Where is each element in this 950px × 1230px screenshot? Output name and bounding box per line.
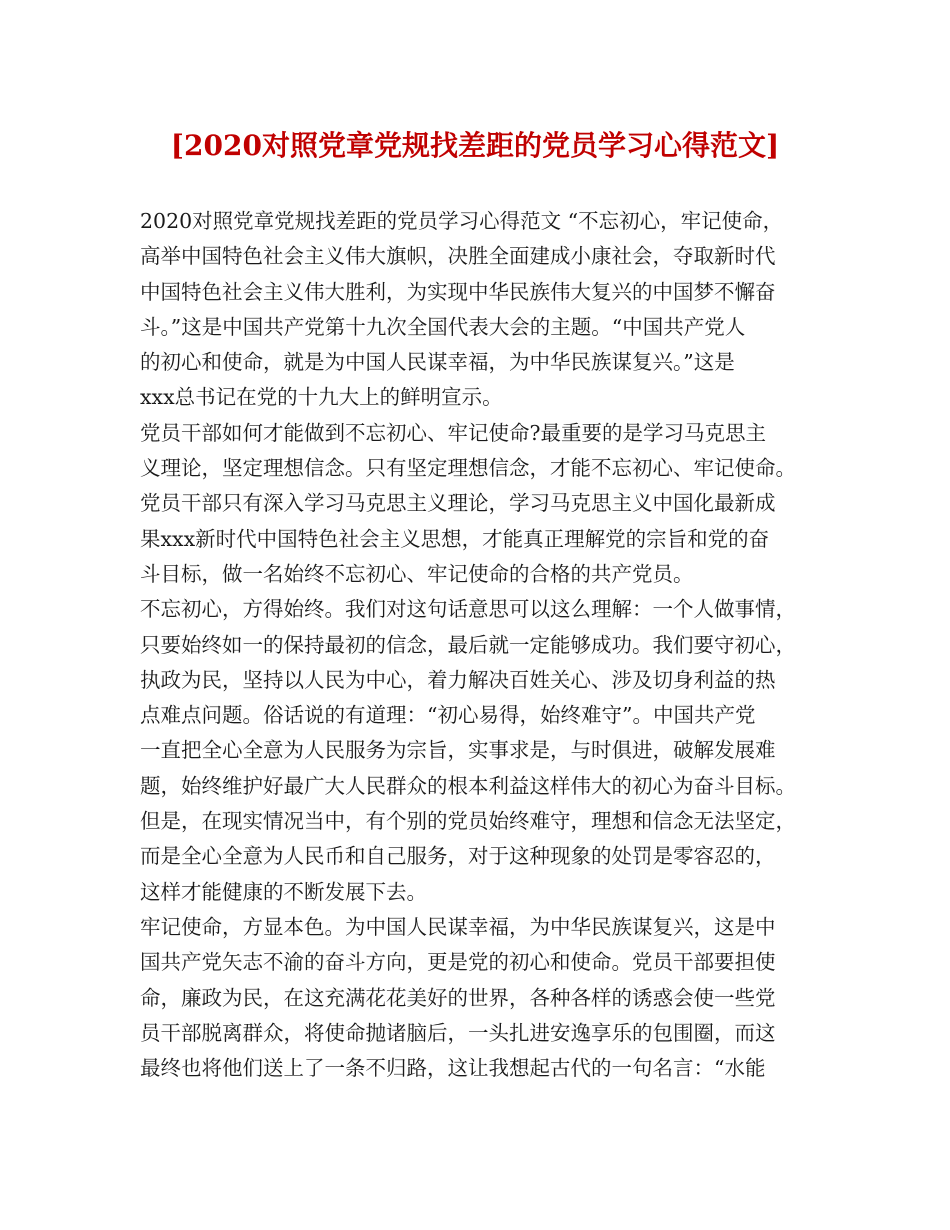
text-line: 题，始终维护好最广大人民群众的根本利益这样伟大的初心为奋斗目标。 xyxy=(140,773,796,798)
text-line: 命，廉政为民，在这充满花花美好的世界，各种各样的诱惑会使一些党 xyxy=(140,985,776,1010)
text-line: 不忘初心，方得始终。我们对这句话意思可以这么理解：一个人做事情， xyxy=(140,597,796,622)
text-line: 的初心和使命，就是为中国人民谋幸福，为中华民族谋复兴。”这是 xyxy=(140,350,735,375)
text-line: 员干部脱离群众，将使命抛诸脑后，一头扎进安逸享乐的包围圈，而这 xyxy=(140,1020,776,1045)
text-line: 这样才能健康的不断发展下去。 xyxy=(140,879,427,904)
text-line: 2020对照党章党规找差距的党员学习心得范文 “不忘初心，牢记使命， xyxy=(140,209,784,233)
text-line: 义理论，坚定理想信念。只有坚定理想信念，才能不忘初心、牢记使命。 xyxy=(140,456,796,481)
text-line: xxx总书记在党的十九大上的鲜明宣示。 xyxy=(140,385,503,410)
text-line: 国共产党矢志不渝的奋斗方向，更是党的初心和使命。党员干部要担使 xyxy=(140,950,776,975)
text-line: 党员干部如何才能做到不忘初心、牢记使命?最重要的是学习马克思主 xyxy=(140,420,766,445)
text-line: 中国特色社会主义伟大胜利，为实现中华民族伟大复兴的中国梦不懈奋 xyxy=(140,279,776,304)
text-line: 只要始终如一的保持最初的信念，最后就一定能够成功。我们要守初心， xyxy=(140,632,796,657)
text-line: 牢记使命，方显本色。为中国人民谋幸福，为中华民族谋复兴，这是中 xyxy=(140,914,776,939)
text-line: 斗目标，做一名始终不忘初心、牢记使命的合格的共产党员。 xyxy=(140,561,694,586)
text-line: 一直把全心全意为人民服务为宗旨，实事求是，与时俱进，破解发展难 xyxy=(140,738,776,763)
text-line: 斗。”这是中国共产党第十九次全国代表大会的主题。“中国共产党人 xyxy=(140,314,746,339)
text-line: 果xxx新时代中国特色社会主义思想，才能真正理解党的宗旨和党的奋 xyxy=(140,526,770,551)
text-line: 但是，在现实情况当中，有个别的党员始终难守，理想和信念无法坚定， xyxy=(140,809,796,834)
document-title: [2020对照党章党规找差距的党员学习心得范文] xyxy=(170,129,780,162)
text-line: 最终也将他们送上了一条不归路，这让我想起古代的一句名言：“水能 xyxy=(140,1056,766,1081)
text-line: 高举中国特色社会主义伟大旗帜，决胜全面建成小康社会，夺取新时代 xyxy=(140,244,776,269)
document-body xyxy=(140,204,832,1086)
text-line: 点难点问题。俗话说的有道理：“初心易得，始终难守”。中国共产党 xyxy=(140,703,756,728)
text-line: 党员干部只有深入学习马克思主义理论，学习马克思主义中国化最新成 xyxy=(140,491,776,516)
text-line: 执政为民，坚持以人民为中心，着力解决百姓关心、涉及切身利益的热 xyxy=(140,667,776,692)
text-line: 而是全心全意为人民币和自己服务，对于这种现象的处罚是零容忍的， xyxy=(140,844,776,869)
